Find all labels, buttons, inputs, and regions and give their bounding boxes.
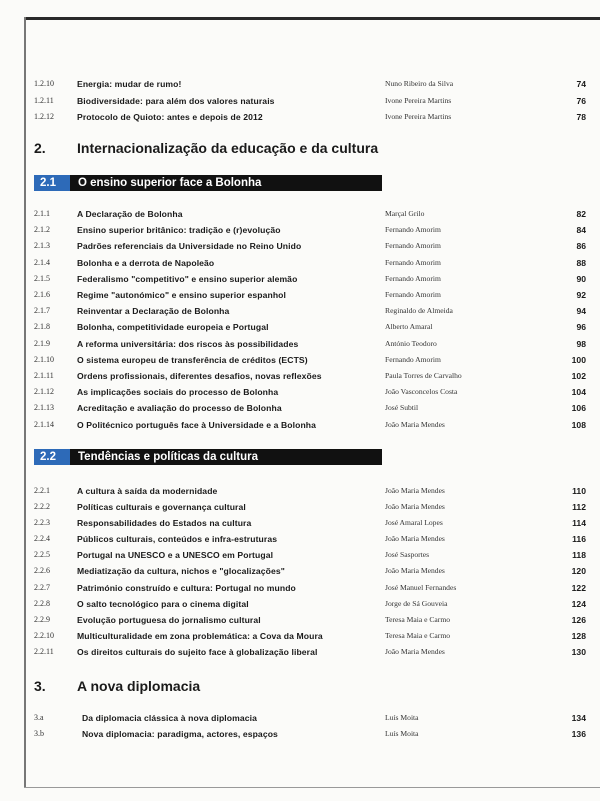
entry-author: João Maria Mendes	[385, 486, 445, 495]
entry-number: 2.2.6	[34, 566, 50, 575]
entry-page: 106	[571, 403, 586, 413]
entry-title: A cultura à saída da modernidade	[77, 486, 218, 496]
entry-page: 128	[571, 631, 586, 641]
entry-number: 2.2.10	[34, 631, 54, 640]
entry-author: Nuno Ribeiro da Silva	[385, 79, 454, 88]
chapter-number: 2.	[34, 140, 46, 156]
entry-author: Fernando Amorim	[385, 241, 441, 250]
entry-page: 96	[576, 322, 586, 332]
toc-entry[interactable]	[0, 353, 600, 367]
entry-page: 92	[576, 290, 586, 300]
entry-title: O sistema europeu de transferência de créditos (ECTS)	[77, 355, 308, 365]
entry-page: 76	[576, 96, 586, 106]
entry-title: Nova diplomacia: paradigma, actores, espaços	[82, 729, 278, 739]
entry-number: 2.1.4	[34, 258, 50, 267]
entry-number: 2.1.2	[34, 225, 50, 234]
entry-page: 116	[572, 534, 586, 544]
toc-entry[interactable]	[0, 320, 600, 334]
entry-number: 3.b	[34, 729, 44, 738]
entry-author: Ivone Pereira Martins	[385, 112, 452, 121]
entry-page: 74	[576, 79, 586, 89]
entry-page: 90	[576, 274, 586, 284]
entry-number: 2.2.7	[34, 583, 50, 592]
entry-number: 2.1.7	[34, 306, 50, 315]
toc-entry[interactable]	[0, 94, 600, 108]
entry-title: Mediatização da cultura, nichos e "glocalizações"	[77, 566, 285, 576]
toc-entry[interactable]	[0, 629, 600, 643]
entry-title: A reforma universitária: dos riscos às possibilidades	[77, 339, 299, 349]
entry-number: 2.1.10	[34, 355, 54, 364]
entry-author: Alberto Amaral	[385, 322, 433, 331]
entry-number: 2.1.6	[34, 290, 50, 299]
entry-page: 124	[571, 599, 586, 609]
entry-number: 2.1.1	[34, 209, 50, 218]
entry-page: 112	[572, 502, 586, 512]
entry-title: Acreditação e avaliação do processo de Bolonha	[77, 403, 282, 413]
toc-entry[interactable]	[0, 385, 600, 399]
toc-entry[interactable]	[0, 581, 600, 595]
entry-author: João Maria Mendes	[385, 566, 445, 575]
entry-page: 118	[572, 550, 586, 560]
entry-author: Ivone Pereira Martins	[385, 96, 452, 105]
entry-page: 82	[576, 209, 586, 219]
entry-title: Reinventar a Declaração de Bolonha	[77, 306, 230, 316]
toc-entry[interactable]	[0, 272, 600, 286]
toc-entry[interactable]	[0, 239, 600, 253]
entry-page: 108	[571, 420, 586, 430]
entry-author: Marçal Grilo	[385, 209, 425, 218]
entry-title: As implicações sociais do processo de Bolonha	[77, 387, 279, 397]
entry-number: 2.2.1	[34, 486, 50, 495]
entry-title: Padrões referenciais da Universidade no Reino Unido	[77, 241, 302, 251]
entry-title: Responsabilidades do Estados na cultura	[77, 518, 252, 528]
entry-number: 2.1.13	[34, 403, 54, 412]
toc-entry[interactable]	[0, 337, 600, 351]
entry-author: João Vasconcelos Costa	[385, 387, 458, 396]
section-number: 2.1	[34, 175, 70, 191]
entry-author: João Maria Mendes	[385, 502, 445, 511]
entry-author: Jorge de Sá Gouveia	[385, 599, 448, 608]
entry-page: 88	[576, 258, 586, 268]
entry-number: 2.1.8	[34, 322, 50, 331]
entry-page: 114	[572, 518, 586, 528]
toc-entry[interactable]	[0, 645, 600, 659]
entry-title: Património construído e cultura: Portugal no mundo	[77, 583, 296, 593]
entry-number: 2.2.4	[34, 534, 50, 543]
entry-author: Teresa Maia e Carmo	[385, 631, 451, 640]
entry-author: Paula Torres de Carvalho	[385, 371, 462, 380]
toc-entry[interactable]	[0, 223, 600, 237]
toc-entry[interactable]	[0, 369, 600, 383]
entry-page: 110	[572, 486, 586, 496]
entry-number: 2.2.5	[34, 550, 50, 559]
entry-title: Os direitos culturais do sujeito face à globalização liberal	[77, 647, 318, 657]
toc-entry[interactable]	[0, 110, 600, 124]
entry-author: José Subtil	[385, 403, 419, 412]
chapter-heading-2[interactable]	[0, 138, 600, 158]
toc-entry[interactable]	[0, 256, 600, 270]
entry-title: Da diplomacia clássica à nova diplomacia	[82, 713, 257, 723]
chapter-number: 3.	[34, 678, 46, 694]
bottom-rule	[24, 787, 600, 788]
entry-page: 134	[571, 713, 586, 723]
entry-author: José Sasportes	[385, 550, 430, 559]
toc-entry[interactable]	[0, 727, 600, 741]
chapter-title: Internacionalização da educação e da cultura	[77, 140, 379, 156]
entry-title: Ensino superior britânico: tradição e (r)evolução	[77, 225, 281, 235]
entry-title: Políticas culturais e governança cultural	[77, 502, 246, 512]
toc-entry[interactable]	[0, 77, 600, 91]
entry-title: Públicos culturais, conteúdos e infra-estruturas	[77, 534, 278, 544]
toc-entry[interactable]	[0, 564, 600, 578]
entry-title: Bolonha e a derrota de Napoleão	[77, 258, 215, 268]
entry-number: 2.1.3	[34, 241, 50, 250]
entry-number: 1.2.10	[34, 79, 54, 88]
entry-author: Luís Moita	[385, 729, 419, 738]
entry-author: Fernando Amorim	[385, 274, 441, 283]
entry-title: Portugal na UNESCO e a UNESCO em Portugal	[77, 550, 274, 560]
entry-title: Multiculturalidade em zona problemática: a Cova da Moura	[77, 631, 323, 641]
toc-entry[interactable]	[0, 484, 600, 498]
toc-entry[interactable]	[0, 516, 600, 530]
entry-page: 136	[571, 729, 586, 739]
entry-author: Luís Moita	[385, 713, 419, 722]
entry-title: Ordens profissionais, diferentes desafios, novas reflexões	[77, 371, 322, 381]
section-number: 2.2	[34, 449, 70, 465]
entry-page: 78	[576, 112, 586, 122]
entry-number: 2.1.5	[34, 274, 50, 283]
entry-author: João Maria Mendes	[385, 534, 445, 543]
entry-title: O Politécnico português face à Universidade e a Bolonha	[77, 420, 317, 430]
section-title: O ensino superior face a Bolonha	[78, 177, 262, 189]
entry-number: 2.2.11	[34, 647, 54, 656]
entry-title: Bolonha, competitividade europeia e Portugal	[77, 322, 269, 332]
toc-entry[interactable]	[0, 711, 600, 725]
toc-entry[interactable]	[0, 207, 600, 221]
entry-page: 104	[571, 387, 586, 397]
chapter-heading-3[interactable]	[0, 676, 600, 696]
entry-author: Fernando Amorim	[385, 258, 441, 267]
entry-author: Fernando Amorim	[385, 225, 441, 234]
section-band-2-1[interactable]	[34, 175, 382, 191]
entry-author: Fernando Amorim	[385, 290, 441, 299]
entry-author: José Manuel Fernandes	[385, 583, 457, 592]
entry-number: 2.1.11	[34, 371, 54, 380]
entry-number: 2.1.14	[34, 420, 54, 429]
entry-page: 126	[571, 615, 586, 625]
toc-entry[interactable]	[0, 597, 600, 611]
entry-number: 2.2.8	[34, 599, 50, 608]
toc-entry[interactable]	[0, 500, 600, 514]
entry-author: Reginaldo de Almeida	[385, 306, 453, 315]
entry-title: Protocolo de Quioto: antes e depois de 2012	[77, 112, 263, 122]
entry-page: 98	[576, 339, 586, 349]
entry-page: 122	[571, 583, 586, 593]
entry-number: 1.2.12	[34, 112, 54, 121]
entry-page: 94	[576, 306, 586, 316]
entry-title: Federalismo "competitivo" e ensino superior alemão	[77, 274, 298, 284]
entry-author: António Teodoro	[385, 339, 437, 348]
entry-page: 130	[571, 647, 586, 657]
entry-title: A Declaração de Bolonha	[77, 209, 183, 219]
entry-page: 86	[576, 241, 586, 251]
entry-author: João Maria Mendes	[385, 420, 445, 429]
entry-page: 100	[571, 355, 586, 365]
entry-author: Fernando Amorim	[385, 355, 441, 364]
entry-title: O salto tecnológico para o cinema digital	[77, 599, 249, 609]
entry-author: João Maria Mendes	[385, 647, 445, 656]
section-band-2-2[interactable]	[34, 449, 382, 465]
entry-title: Evolução portuguesa do jornalismo cultural	[77, 615, 261, 625]
top-rule	[24, 17, 600, 20]
entry-title: Regime "autonómico" e ensino superior espanhol	[77, 290, 287, 300]
toc-entry[interactable]	[0, 288, 600, 302]
toc-entry[interactable]	[0, 548, 600, 562]
entry-author: José Amaral Lopes	[385, 518, 443, 527]
toc-entry[interactable]	[0, 532, 600, 546]
entry-page: 102	[571, 371, 586, 381]
toc-entry[interactable]	[0, 401, 600, 415]
section-title: Tendências e políticas da cultura	[78, 451, 259, 463]
entry-page: 120	[571, 566, 586, 576]
toc-entry[interactable]	[0, 613, 600, 627]
entry-page: 84	[576, 225, 586, 235]
entry-number: 2.1.9	[34, 339, 50, 348]
entry-author: Teresa Maia e Carmo	[385, 615, 451, 624]
entry-title: Biodiversidade: para além dos valores naturais	[77, 96, 275, 106]
toc-entry[interactable]	[0, 418, 600, 432]
entry-number: 2.1.12	[34, 387, 54, 396]
entry-number: 2.2.2	[34, 502, 50, 511]
entry-number: 2.2.3	[34, 518, 50, 527]
entry-number: 2.2.9	[34, 615, 50, 624]
chapter-title: A nova diplomacia	[77, 678, 201, 694]
entry-number: 3.a	[34, 713, 44, 722]
entry-number: 1.2.11	[34, 96, 54, 105]
toc-entry[interactable]	[0, 304, 600, 318]
entry-title: Energia: mudar de rumo!	[77, 79, 182, 89]
